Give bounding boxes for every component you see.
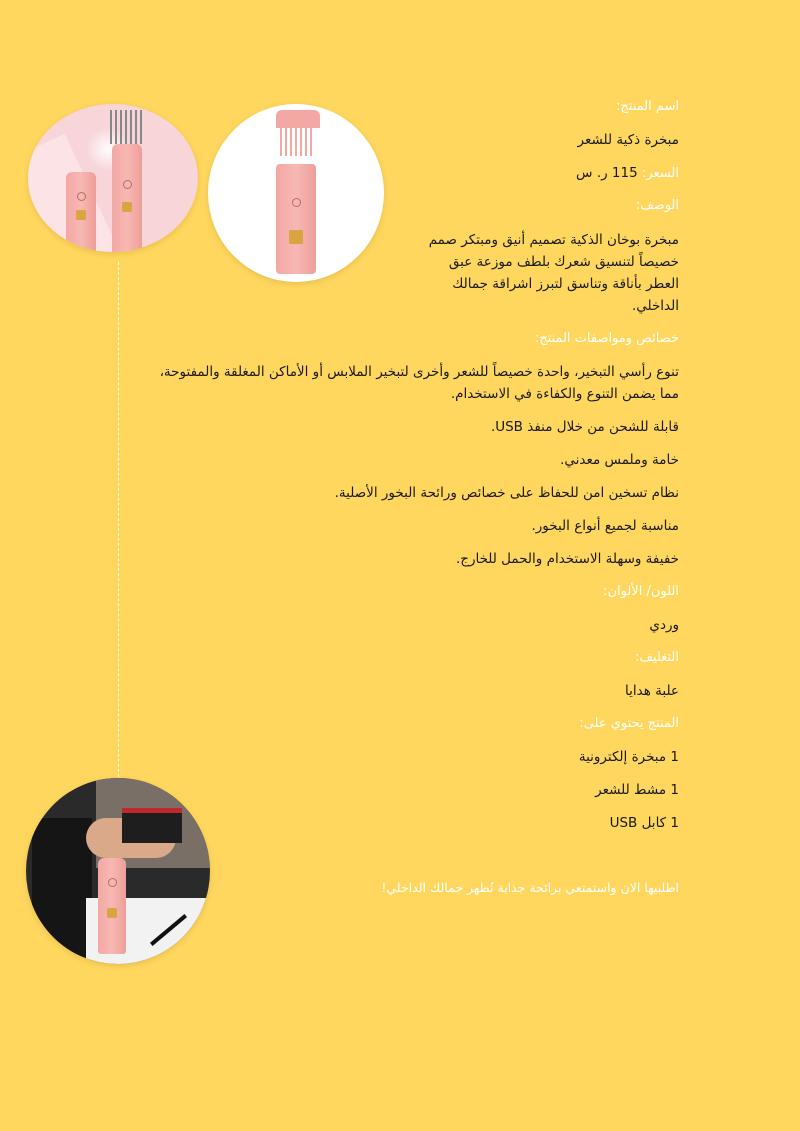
product-photo-gift xyxy=(26,778,210,964)
price-label: السعر: xyxy=(642,166,679,181)
dashed-connector xyxy=(118,262,119,802)
feature-item: خفيفة وسهلة الاستخدام والحمل للخارج. xyxy=(455,551,679,567)
description-line: خصيصاً لتنسيق شعرك بلطف موزعة عبق xyxy=(448,254,679,270)
feature-item: نظام تسخين امن للحفاظ على خصائص ورائحة البخور الأصلية. xyxy=(334,485,679,501)
description-line: مبخرة بوخان الذكية تصميم أنيق ومبتكر صمم xyxy=(428,232,679,248)
price-value: 115 ر. س xyxy=(576,165,638,181)
feature-item: تنوع رأسي التبخير، واحدة خصيصاً للشعر وأخرى لتبخير الملابس أو الأماكن المغلقة والمفتوحة، xyxy=(159,364,679,380)
call-to-action: اطلبيها الان واستمتعي برائحة جذابة تُظهر جمالك الداخلي! xyxy=(381,880,679,895)
contents-item: 1 كابل USB xyxy=(609,815,679,831)
feature-item: مما يضمن التنوع والكفاءة في الاستخدام. xyxy=(450,386,679,402)
name-label: اسم المنتج: xyxy=(616,99,679,114)
contents-item: 1 مبخرة إلكترونية xyxy=(578,749,679,765)
description-line: الداخلي. xyxy=(631,298,679,314)
feature-item: قابلة للشحن من خلال منفذ USB. xyxy=(490,419,679,435)
description-label: الوصف: xyxy=(635,198,679,213)
contents-item: 1 مشط للشعر xyxy=(595,782,679,798)
packaging-label: التغليف: xyxy=(635,650,679,665)
color-value: وردي xyxy=(649,617,679,633)
name-value: مبخرة ذكية للشعر xyxy=(577,132,679,148)
product-photo-comb xyxy=(208,104,384,282)
color-label: اللون/ الألوان: xyxy=(603,584,679,599)
feature-item: مناسبة لجميع أنواع البخور. xyxy=(531,518,679,534)
price-row xyxy=(576,162,679,185)
feature-item: خامة وملمس معدني. xyxy=(560,452,679,468)
features-label: خصائص ومواصفات المنتج: xyxy=(534,331,679,346)
product-photo-steam xyxy=(28,104,198,252)
packaging-value: علبة هدايا xyxy=(625,683,679,699)
contents-label: المنتج يحتوي على: xyxy=(579,716,679,731)
description-line: العطر بأناقة وتناسق لتبرز اشراقة جمالك xyxy=(452,276,679,292)
